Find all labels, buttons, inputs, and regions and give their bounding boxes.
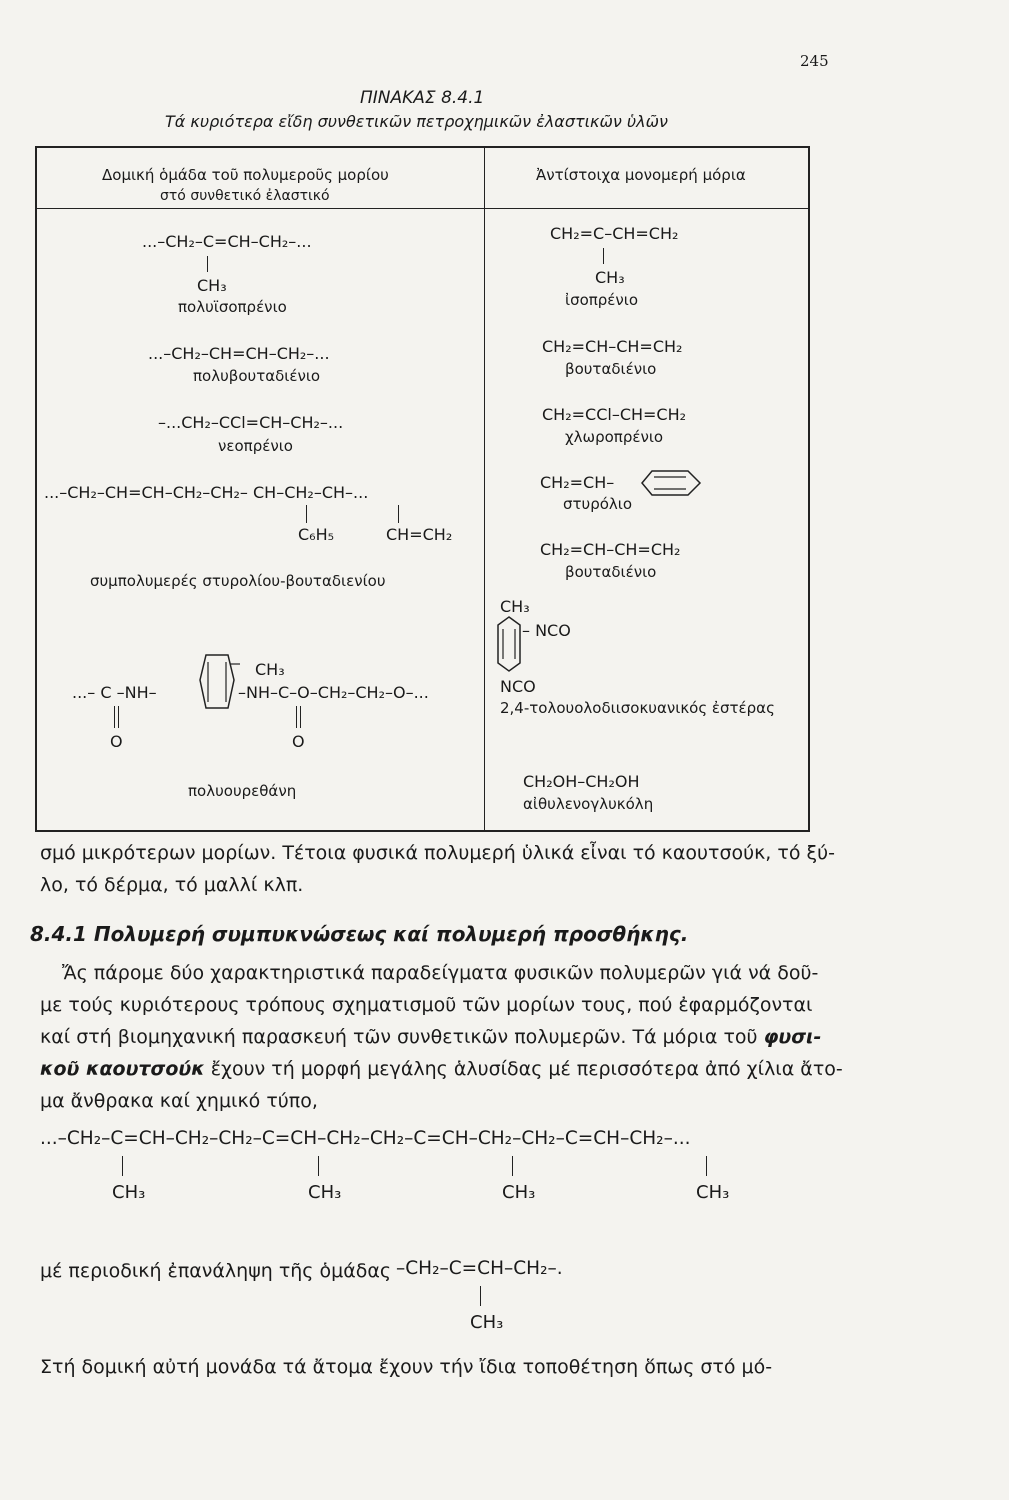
header-left-line2: στό συνθετικό ἐλαστικό — [160, 188, 330, 204]
butadiene2-name: βουταδιένιο — [565, 563, 657, 581]
table-bottom-border — [35, 830, 810, 832]
bond-line — [207, 256, 208, 272]
polyisoprene-name: πολυϊσοπρένιο — [178, 298, 287, 316]
butadiene2-formula: CH₂=CH–CH=CH₂ — [540, 540, 681, 559]
ethylene-glycol-name: αἰθυλενογλυκόλη — [523, 795, 654, 813]
tdi-ring-icon — [494, 615, 524, 675]
sbr-formula: ...–CH₂–CH=CH–CH₂–CH₂– CH–CH₂–CH–... — [44, 483, 369, 502]
bond-line — [306, 505, 307, 523]
double-bond-line — [296, 706, 297, 728]
bond-line — [398, 505, 399, 523]
bond-line — [480, 1286, 481, 1306]
benzene-ring-icon — [188, 650, 240, 720]
header-right: Ἀντίστοιχα μονομερή μόρια — [536, 166, 746, 184]
table-title: ΠΙΝΑΚΑΣ 8.4.1 — [360, 88, 485, 108]
chain-methyl-2: CH₃ — [308, 1182, 342, 1203]
paragraph-3-text: μέ περιοδική ἐπανάληψη τῆς ὁμάδας — [40, 1260, 392, 1282]
bond-line — [512, 1156, 513, 1176]
neoprene-name: νεοπρένιο — [218, 437, 293, 455]
sbr-name: συμπολυμερές στυρολίου-βουταδιενίου — [90, 572, 386, 590]
paragraph-2-line-3-text: καί στή βιομηχανική παρασκευή τῶν συνθετικῶν πολυμερῶν. Τά μόρια τοῦ — [40, 1026, 764, 1048]
table-column-divider — [484, 146, 485, 832]
chloroprene-name: χλωροπρένιο — [565, 428, 664, 446]
polybutadiene-formula: ...–CH₂–CH=CH–CH₂–... — [148, 344, 330, 363]
paragraph-2-line-2: με τούς κυριότερους τρόπους σχηματισμοῦ τῶν μορίων τους, πού ἐφαρμόζονται — [40, 994, 813, 1016]
styrene-formula: CH₂=CH– — [540, 473, 615, 492]
paragraph-2-line-5: μα ἄνθρακα καί χημικό τύπο, — [40, 1090, 318, 1112]
repeat-unit-methyl: CH₃ — [470, 1312, 504, 1333]
section-heading: 8.4.1 Πολυμερή συμπυκνώσεως καί πολυμερή προσθήκης. — [30, 922, 689, 946]
polyisoprene-branch: CH₃ — [197, 276, 227, 295]
polyurethane-start: ...– C –NH– — [72, 683, 157, 702]
table-header-divider — [35, 208, 810, 209]
polyurethane-name: πολυουρεθάνη — [188, 782, 297, 800]
double-bond-line — [114, 706, 115, 728]
chain-methyl-3: CH₃ — [502, 1182, 536, 1203]
paragraph-2-line-4-text: ἔχουν τή μορφή μεγάλης ἁλυσίδας μέ περισσότερα ἀπό χίλια ἄτο- — [204, 1058, 843, 1080]
paragraph-2-line-1: Ἄς πάρομε δύο χαρακτηριστικά παραδείγματα φυσικῶν πολυμερῶν γιά νά δοῦ- — [62, 962, 819, 984]
ethylene-glycol-formula: CH₂OH–CH₂OH — [523, 772, 640, 791]
styrene-ring-icon — [630, 468, 710, 498]
polyurethane-methyl: CH₃ — [255, 660, 285, 679]
table-top-border — [35, 146, 810, 148]
chain-methyl-4: CH₃ — [696, 1182, 730, 1203]
double-bond-line — [118, 706, 119, 728]
tdi-nco-1: – NCO — [522, 621, 571, 640]
isoprene-name: ἰσοπρένιο — [565, 291, 639, 309]
tdi-nco-2: NCO — [500, 677, 536, 696]
paragraph-2-line-4 — [40, 1054, 843, 1084]
double-bond-line — [300, 706, 301, 728]
sbr-branch-vinyl: CH=CH₂ — [386, 525, 453, 544]
bond-line — [603, 248, 604, 264]
table-left-border — [35, 146, 37, 832]
polyurethane-chain: –NH–C–O–CH₂–CH₂–O–... — [238, 683, 429, 702]
polyurethane-oxygen1: O — [110, 732, 123, 751]
bond-line — [318, 1156, 319, 1176]
polyurethane-oxygen2: O — [292, 732, 305, 751]
butadiene-name: βουταδιένιο — [565, 360, 657, 378]
table-right-border — [808, 146, 810, 832]
page-number: 245 — [800, 52, 829, 70]
emphasis-natural: φυσι- — [763, 1026, 822, 1048]
isoprene-branch: CH₃ — [595, 268, 625, 287]
rubber-chain-formula: ...–CH₂–C=CH–CH₂–CH₂–C=CH–CH₂–CH₂–C=CH–CH₂–CH₂–C=CH–CH₂–... — [40, 1128, 691, 1149]
tdi-name: 2,4-τολουολοδιισοκυανικός ἐστέρας — [500, 699, 775, 717]
bond-line — [122, 1156, 123, 1176]
header-left-line1: Δομική ὁμάδα τοῦ πολυμεροῦς μορίου — [102, 166, 389, 184]
styrene-name: στυρόλιο — [563, 495, 633, 513]
polyisoprene-formula: ...–CH₂–C=CH–CH₂–... — [142, 232, 312, 251]
polybutadiene-name: πολυβουταδιένιο — [193, 367, 321, 385]
sbr-branch-phenyl: C₆H₅ — [298, 525, 335, 544]
chain-methyl-1: CH₃ — [112, 1182, 146, 1203]
emphasis-rubber: κοῦ καουτσούκ — [40, 1058, 205, 1080]
chloroprene-formula: CH₂=CCl–CH=CH₂ — [542, 405, 687, 424]
paragraph-2-line-3 — [40, 1022, 821, 1052]
neoprene-formula: –...CH₂–CCl=CH–CH₂–... — [158, 413, 344, 432]
paragraph-1-line-2: λο, τό δέρμα, τό μαλλί κλπ. — [40, 874, 304, 896]
table-subtitle: Τά κυριότερα εἴδη συνθετικῶν πετροχημικῶν ἐλαστικῶν ὑλῶν — [165, 112, 668, 131]
paragraph-1-line-1: σμό μικρότερων μορίων. Τέτοια φυσικά πολυμερή ὑλικά εἶναι τό καουτσούκ, τό ξύ- — [40, 842, 835, 864]
butadiene-formula: CH₂=CH–CH=CH₂ — [542, 337, 683, 356]
paragraph-4-line-1: Στή δομική αὐτή μονάδα τά ἄτομα ἔχουν τήν ἴδια τοποθέτηση ὅπως στό μό- — [40, 1356, 773, 1378]
repeat-unit-formula: –CH₂–C=CH–CH₂–. — [396, 1258, 563, 1279]
isoprene-formula: CH₂=C–CH=CH₂ — [550, 224, 679, 243]
tdi-methyl: CH₃ — [500, 597, 530, 616]
bond-line — [706, 1156, 707, 1176]
